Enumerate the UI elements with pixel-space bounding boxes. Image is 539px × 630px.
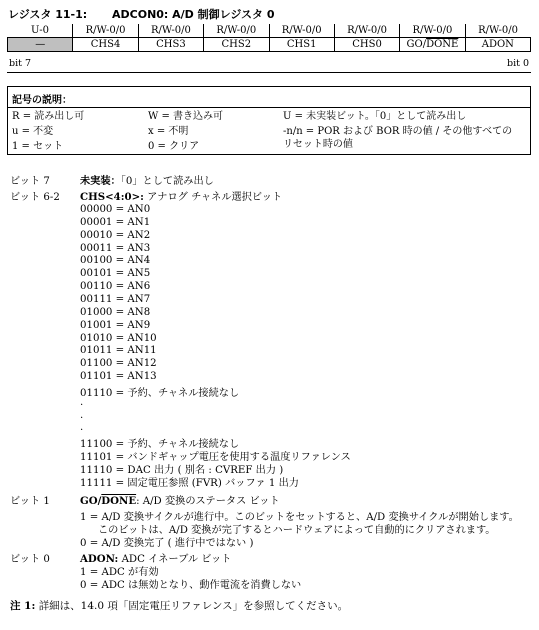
footnote <box>10 598 348 613</box>
attr-cell: R/W-0/0 <box>400 24 465 38</box>
bit-cell-unimplemented: — <box>8 38 73 52</box>
chs-value-line: 11100 = 予約、チャネル接続なし <box>80 439 240 451</box>
bit6-2-heading <box>80 188 282 203</box>
bit-cell-chs0: CHS0 <box>334 38 399 52</box>
attribute-row <box>8 24 531 38</box>
divider <box>7 72 531 73</box>
go-done-line: 0 = A/D 変換完了 ( 進行中ではない ) <box>80 538 254 549</box>
attr-cell: R/W-0/0 <box>465 24 530 38</box>
chs-value-line: 00110 = AN6 <box>80 281 151 293</box>
chs-value-line: 11110 = DAC 出力 ( 別名 : CVREF 出力 ) <box>80 465 284 476</box>
bit0-label: ビット 0 <box>10 554 50 565</box>
adon-desc: ADC イネーブル ビット <box>118 554 232 565</box>
chs-value-line: 00011 = AN3 <box>80 242 151 254</box>
chs-value-line: 11101 = バンドギャップ電圧を使用する温度リファレンス <box>80 452 351 464</box>
attr-cell: U-0 <box>8 24 73 38</box>
legend-item: R = 読み出し可 <box>12 111 85 122</box>
bit-low-label: bit 0 <box>506 58 529 69</box>
register-bit-table <box>7 24 531 52</box>
chs-value-line: 01001 = AN9 <box>80 319 151 331</box>
chs-value-line: 01101 = AN13 <box>80 371 157 383</box>
attr-cell: R/W-0/0 <box>334 24 399 38</box>
chs-value-line: 00010 = AN2 <box>80 229 151 241</box>
divider <box>8 107 530 108</box>
footnote-label: 注 1: <box>10 600 36 612</box>
chs-value-line: . <box>80 422 84 434</box>
register-number: レジスタ 11-1: <box>8 8 88 21</box>
legend-item: リセット時の値 <box>283 139 353 150</box>
go-done-desc: : A/D 変換のステータス ビット <box>136 496 280 507</box>
go-done-line: このビットは、A/D 変換が完了するとハードウェアによって自動的にクリアされます。 <box>98 525 496 536</box>
chs-desc: アナログ チャネル選択ビット <box>143 192 283 203</box>
chs-value-line: 01100 = AN12 <box>80 358 157 370</box>
chs-value-line: . <box>80 409 84 421</box>
bit7-field: 未実装： <box>80 175 121 187</box>
bit-cell-chs2: CHS2 <box>204 38 269 52</box>
bit1-heading <box>80 492 280 507</box>
chs-value-line: 01011 = AN11 <box>80 345 157 357</box>
legend-item: W = 書き込み可 <box>148 111 224 122</box>
legend-item: 1 = セット <box>12 141 64 152</box>
bit6-2-label: ビット 6-2 <box>10 192 60 203</box>
chs-value-line: 01010 = AN10 <box>80 332 157 344</box>
done-overline: DONE <box>426 39 459 50</box>
chs-value-line: 00000 = AN0 <box>80 204 151 215</box>
done-field: DONE <box>101 495 137 507</box>
bit-cell-adon: ADON <box>465 38 530 52</box>
footnote-text: 詳細は、14.0 項「固定電圧リファレンス」を参照してください。 <box>38 600 349 612</box>
chs-value-line: 00111 = AN7 <box>80 293 151 305</box>
go-done-line: 1 = A/D 変換サイクルが進行中。このビットをセットすると、A/D 変換サイクルが開始します。 <box>80 512 519 523</box>
bit1-label: ビット 1 <box>10 496 50 507</box>
bit-high-label: bit 7 <box>9 58 32 69</box>
bit-cell-chs4: CHS4 <box>73 38 138 52</box>
adon-line: 0 = ADC は無効となり、動作電流を消費しない <box>80 580 302 591</box>
adon-field: ADON: <box>80 553 119 565</box>
chs-value-line: 00101 = AN5 <box>80 268 151 280</box>
bit-cell-chs1: CHS1 <box>269 38 334 52</box>
chs-value-line: 01110 = 予約、チャネル接続なし <box>80 387 240 399</box>
adon-line: 1 = ADC が有効 <box>80 567 159 578</box>
chs-value-line: . <box>80 396 84 408</box>
register-title <box>8 6 275 22</box>
chs-field: CHS<4:0>: <box>80 191 144 203</box>
bit-cell-chs3: CHS3 <box>138 38 203 52</box>
register-name: ADCON0: A/D 制御レジスタ 0 <box>112 8 275 21</box>
legend-header: 記号の説明： <box>12 95 72 106</box>
attr-cell: R/W-0/0 <box>73 24 138 38</box>
bit7-label: ビット 7 <box>10 176 50 187</box>
legend-item: U = 未実装ビット。「0」として読み出し <box>283 111 467 122</box>
legend-item: 0 = クリア <box>148 141 200 152</box>
bit-name-row <box>8 38 531 52</box>
bit-cell-go-done: GO/DONE <box>400 38 465 52</box>
chs-value-line: 01000 = AN8 <box>80 306 151 318</box>
bit7-desc: 「0」として読み出し <box>120 176 214 187</box>
chs-value-line: 00100 = AN4 <box>80 255 151 267</box>
chs-value-line: 11111 = 固定電圧参照 (FVR) バッファ 1 出力 <box>80 477 299 489</box>
attr-cell: R/W-0/0 <box>138 24 203 38</box>
legend-item: u = 不変 <box>12 126 54 137</box>
chs-value-line: 00001 = AN1 <box>80 216 151 228</box>
bit7-heading <box>80 172 214 187</box>
attr-cell: R/W-0/0 <box>269 24 334 38</box>
legend-item: -n/n = POR および BOR 時の値 / その他すべての <box>283 126 513 137</box>
legend-box <box>7 86 531 155</box>
legend-item: x = 不明 <box>148 126 189 137</box>
attr-cell: R/W-0/0 <box>204 24 269 38</box>
go-field: GO/ <box>80 495 102 507</box>
